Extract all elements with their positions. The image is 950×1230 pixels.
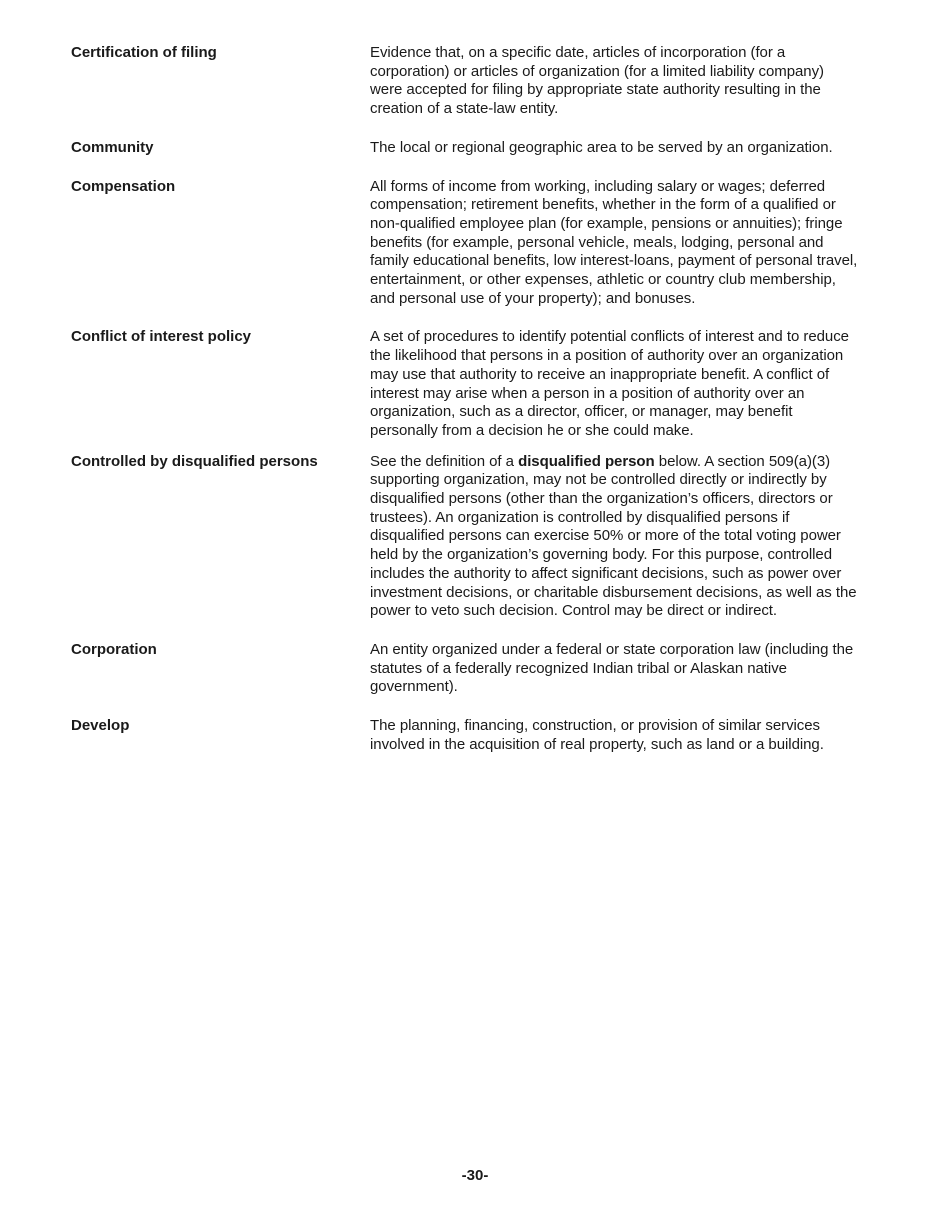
definition-line: may use that authority to receive an inappropriate benefit. A conflict of [370,365,830,383]
definition-line [370,453,881,472]
term: Community [71,138,154,156]
definition-line: The local or regional geographic area to be served by an organization. [370,138,833,156]
definition [370,178,881,309]
page-number: -30- [461,1167,489,1184]
definition-line: supporting organization, may not be controlled directly or indirectly by [370,471,827,489]
term: Controlled by disqualified persons [71,452,318,470]
definition-line: The planning, financing, construction, or provision of similar services [370,717,820,735]
definition-line: creation of a state-law entity. [370,100,559,118]
definition [370,453,881,621]
definition-line: power to veto such decision. Control may be direct or indirect. [370,602,778,620]
definition-line: trustees). An organization is controlled by disqualified persons if [370,508,790,526]
term: Develop [71,717,130,735]
glossary-entry-community [71,139,881,158]
definition-text: below. A section 509(a)(3) [654,452,831,470]
glossary [71,44,881,755]
term: Compensation [71,177,176,195]
glossary-entry-compensation [71,178,881,309]
glossary-entry-controlled-by-disqualified-persons [71,453,881,621]
definition-text: See the definition of a [370,452,519,470]
definition-line: organization, such as a director, officer, or manager, may benefit [370,403,793,421]
glossary-entry-develop [71,717,881,754]
definition-line: held by the organization’s governing body. For this purpose, controlled [370,546,833,564]
definition-line: disqualified persons can exercise 50% or more of the total voting power [370,527,841,545]
term: Corporation [71,640,157,658]
definition-line: the likelihood that persons in a position of authority over an organization [370,347,844,365]
definition-line: A set of procedures to identify potential conflicts of interest and to reduce [370,328,849,346]
definition-line: Evidence that, on a specific date, articles of incorporation (for a [370,44,786,61]
definition-line: includes the authority to affect significant decisions, such as power over [370,564,842,582]
definition-line: disqualified persons (other than the organization’s officers, directors or [370,490,833,508]
definition-line: involved in the acquisition of real property, such as land or a building. [370,735,824,753]
term: Conflict of interest policy [71,328,252,346]
definition-line: investment decisions, or charitable disbursement decisions, as well as the [370,583,857,601]
definition-line: compensation; retirement benefits, whether in the form of a qualified or [370,196,836,214]
glossary-entry-corporation [71,641,881,697]
definition-line: were accepted for filing by appropriate state authority resulting in the [370,81,821,99]
definition-line: family educational benefits, low interest-loans, payment of personal travel, [370,252,858,270]
definition-line: entertainment, or other expenses, athletic or country club membership, [370,271,836,289]
definition-line: non-qualified employee plan (for example, pensions or annuities); fringe [370,214,843,232]
definition-line: government). [370,678,458,696]
definition [370,44,881,119]
glossary-entry-certification-of-filing [71,44,881,119]
definition-line: personally from a decision he or she could make. [370,421,694,439]
definition [370,641,881,697]
cross-reference-term: disqualified person [518,452,655,470]
definition-line: All forms of income from working, including salary or wages; deferred [370,177,826,195]
glossary-entry-conflict-of-interest-policy [71,328,881,440]
definition-line: benefits (for example, personal vehicle, meals, lodging, personal and [370,233,824,251]
definition-line: statutes of a federally recognized Indian tribal or Alaskan native [370,659,787,677]
term: Certification of filing [71,44,217,61]
definition [370,139,881,158]
definition [370,328,881,440]
definition-line: and personal use of your property); and bonuses. [370,289,696,307]
definition-line: corporation) or articles of organization (for a limited liability company) [370,62,824,80]
definition-line: An entity organized under a federal or state corporation law (including the [370,640,854,658]
definition-line: interest may arise when a person in a position of authority over an [370,384,805,402]
definition [370,717,881,754]
